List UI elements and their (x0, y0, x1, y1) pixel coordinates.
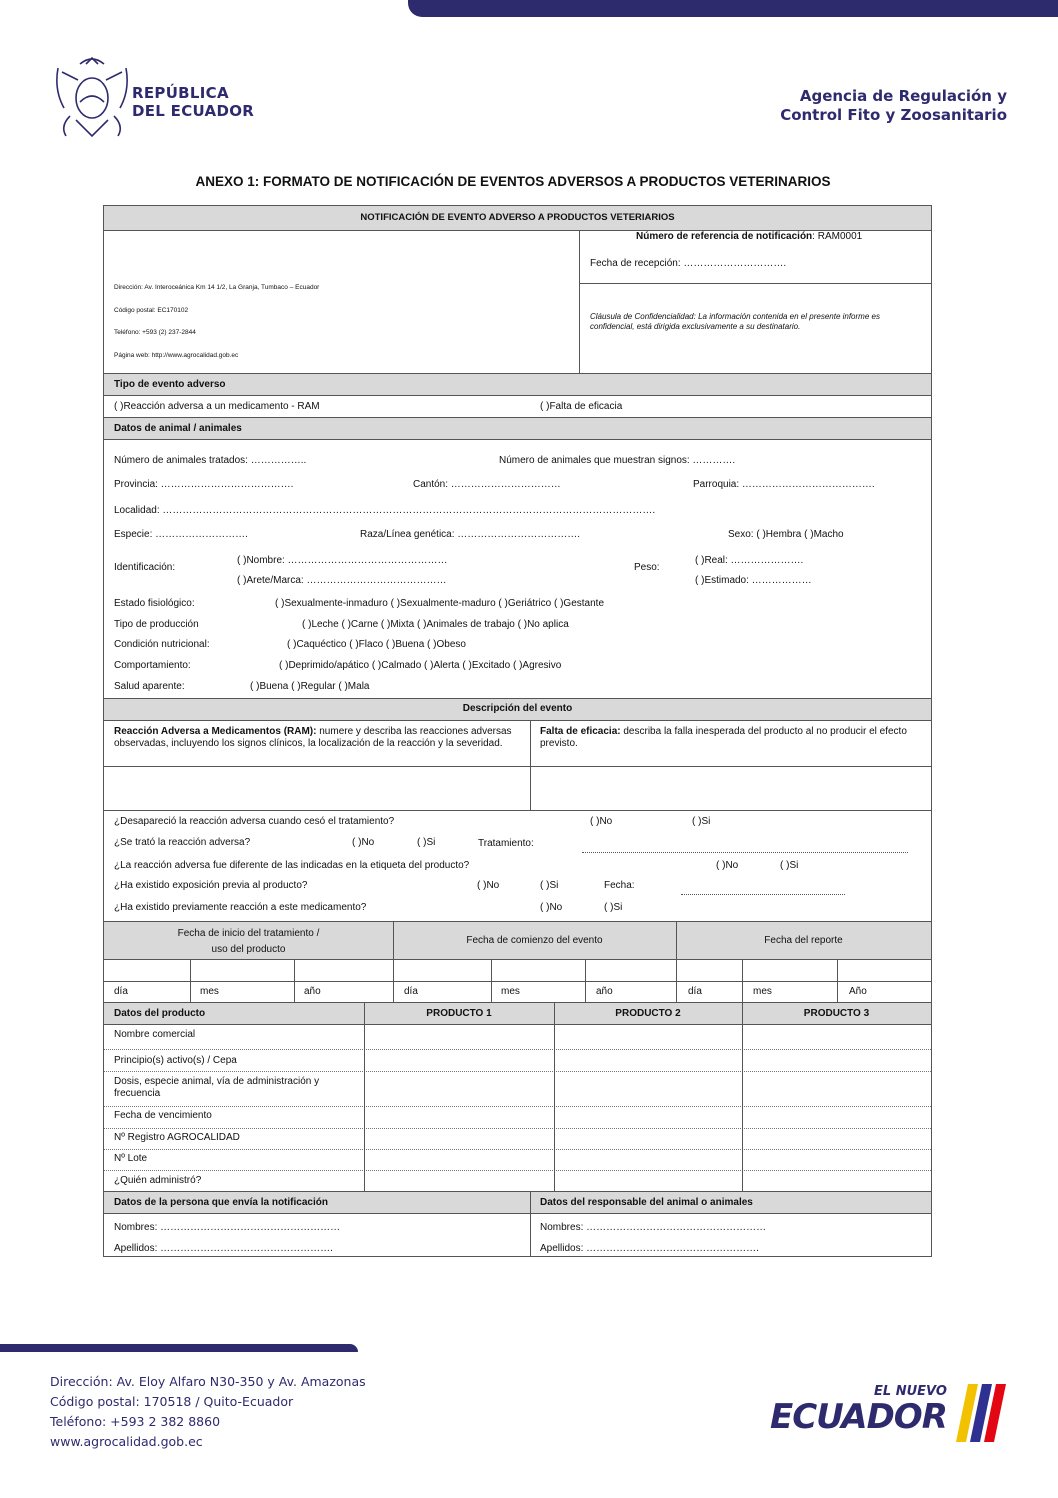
canton-field[interactable]: Cantón: …………………………… (413, 479, 561, 490)
reception-date-field[interactable]: Fecha de recepción: …………………………. (590, 258, 787, 269)
report-date-heading: Fecha del reporte (764, 935, 843, 946)
day-2: día (404, 986, 418, 997)
question-5: ¿Ha existido previamente reacción a este medicamento? (114, 902, 367, 913)
q4-yes[interactable]: ( )Si (540, 880, 559, 891)
sex-field[interactable]: Sexo: ( )Hembra ( )Macho (728, 529, 844, 540)
month-1: mes (200, 986, 219, 997)
row-active-ingredient: Principio(s) activo(s) / Cepa (114, 1055, 237, 1066)
month-3: mes (753, 986, 772, 997)
agency-web: Página web: http://www.agrocalidad.gob.ec (114, 352, 239, 359)
republica-wordmark (132, 84, 254, 120)
weight-estimated-option[interactable]: ( )Estimado: ……………… (695, 575, 812, 586)
agency-line1: Agencia de Regulación y (799, 87, 1007, 105)
behavior-label: Comportamiento: (114, 660, 191, 671)
republica-line1: REPÚBLICA (132, 84, 229, 102)
sender-heading: Datos de la persona que envía la notificación (114, 1197, 328, 1208)
footer-contact (50, 1372, 366, 1452)
row-registry: Nº Registro AGROCALIDAD (114, 1132, 240, 1143)
day-3: día (688, 986, 702, 997)
owner-first-names[interactable]: Nombres: ……………………………………………… (540, 1222, 767, 1233)
parish-field[interactable]: Parroquia: …………………………………. (693, 479, 875, 490)
animals-heading: Datos de animal / animales (114, 423, 242, 434)
nuevo-ecuador-logo (770, 1384, 1010, 1444)
nutrition-options[interactable]: ( )Caquéctico ( )Flaco ( )Buena ( )Obeso (287, 639, 466, 650)
product-2-heading: PRODUCTO 2 (615, 1008, 681, 1019)
footer-web[interactable]: www.agrocalidad.gob.ec (50, 1434, 203, 1449)
q1-no[interactable]: ( )No (590, 816, 613, 827)
physiological-options[interactable]: ( )Sexualmente-inmaduro ( )Sexualmente-maduro ( )Geriátrico ( )Gestante (275, 598, 605, 609)
ram-title: Reacción Adversa a Medicamentos (RAM): (114, 726, 317, 737)
date-line[interactable] (681, 894, 845, 895)
q2-no[interactable]: ( )No (352, 837, 375, 848)
bottom-accent-bar (0, 1344, 358, 1352)
row-dose: Dosis, especie animal, vía de administración y frecuencia (114, 1076, 320, 1099)
year-1: año (304, 986, 321, 997)
physiological-label: Estado fisiológico: (114, 598, 195, 609)
row-lot: Nº Lote (114, 1153, 148, 1164)
q5-no[interactable]: ( )No (540, 902, 563, 913)
efficacy-text: describa la falla inesperada del producto al no producir el efecto previsto. (540, 726, 907, 749)
republica-line2: DEL ECUADOR (132, 102, 255, 120)
ram-text: numere y describa las reacciones adversas observadas, incluyendo los signos clínicos, la localización de la reacción y la severidad. (114, 726, 512, 749)
animals-treated-field[interactable]: Número de animales tratados: …………….. (114, 455, 307, 466)
breed-field[interactable]: Raza/Línea genética: ………………………………. (360, 529, 581, 540)
owner-heading: Datos del responsable del animal o animales (540, 1197, 753, 1208)
production-options[interactable]: ( )Leche ( )Carne ( )Mixta ( )Animales de trabajo ( )No aplica (302, 619, 569, 630)
product-1-heading: PRODUCTO 1 (426, 1008, 492, 1019)
animals-signs-field[interactable]: Número de animales que muestran signos: …………. (499, 455, 736, 466)
q3-yes[interactable]: ( )Si (780, 860, 799, 871)
reference-value: : RAM0001 (812, 231, 863, 242)
question-3: ¿La reacción adversa fue diferente de las indicadas en la etiqueta del producto? (114, 860, 470, 871)
treatment-start-line1: Fecha de inicio del tratamiento / (177, 928, 320, 939)
efficacy-instructions (540, 726, 920, 750)
brand-main-text: ECUADOR (770, 1397, 947, 1437)
agency-line2: Control Fito y Zoosanitario (780, 106, 1007, 124)
date-label: Fecha: (604, 880, 635, 891)
brand-top-text: EL NUEVO (874, 1384, 947, 1399)
treatment-start-line2: uso del producto (211, 944, 286, 955)
q2-yes[interactable]: ( )Si (417, 837, 436, 848)
behavior-options[interactable]: ( )Deprimido/apático ( )Calmado ( )Alerta ( )Excitado ( )Agresivo (279, 660, 562, 671)
sender-first-names[interactable]: Nombres: ……………………………………………… (114, 1222, 341, 1233)
q1-yes[interactable]: ( )Si (692, 816, 711, 827)
q5-yes[interactable]: ( )Si (604, 902, 623, 913)
footer-phone: Teléfono: +593 2 382 8860 (50, 1414, 221, 1429)
ram-instructions (114, 726, 519, 750)
event-type-heading: Tipo de evento adverso (114, 379, 226, 390)
health-options[interactable]: ( )Buena ( )Regular ( )Mala (250, 681, 370, 692)
option-lack-of-efficacy[interactable]: ( )Falta de eficacia (540, 401, 623, 412)
flag-stripes-icon (956, 1384, 1010, 1444)
year-2: año (596, 986, 613, 997)
owner-last-names[interactable]: Apellidos: ……………………………………………. (540, 1243, 759, 1254)
locality-field[interactable]: Localidad: …………………………………………………………………………………………………………………………………. (114, 505, 656, 516)
production-label: Tipo de producción (114, 619, 199, 630)
q3-no[interactable]: ( )No (716, 860, 739, 871)
product-3-heading: PRODUCTO 3 (803, 1008, 870, 1019)
question-4: ¿Ha existido exposición previa al producto? (114, 880, 308, 891)
nutrition-label: Condición nutricional: (114, 639, 210, 650)
row-expiry: Fecha de vencimiento (114, 1110, 212, 1121)
notification-form (103, 205, 932, 1257)
agency-name (780, 87, 1007, 125)
ram-description-area[interactable] (114, 769, 519, 807)
reference-label: Número de referencia de notificación (636, 231, 813, 242)
species-field[interactable]: Especie: ………………………. (114, 529, 248, 540)
name-option[interactable]: ( )Nombre: ………………………………………… (237, 555, 448, 566)
row-commercial-name: Nombre comercial (114, 1029, 196, 1040)
annex-title: ANEXO 1: FORMATO DE NOTIFICACIÓN DE EVENTOS ADVERSOS A PRODUCTOS VETERINARIOS (195, 174, 831, 189)
year-3: Año (849, 986, 867, 997)
question-1: ¿Desapareció la reacción adversa cuando cesó el tratamiento? (114, 816, 395, 827)
agency-phone: Teléfono: +593 (2) 237-2844 (114, 329, 196, 336)
agency-address: Dirección: Av. Interoceánica Km 14 1/2, La Granja, Tumbaco – Ecuador (114, 284, 320, 291)
treatment-label: Tratamiento: (478, 838, 534, 849)
efficacy-title: Falta de eficacia: (540, 726, 621, 737)
option-ram[interactable]: ( )Reacción adversa a un medicamento - RAM (114, 401, 320, 412)
form-title: NOTIFICACIÓN DE EVENTO ADVERSO A PRODUCTOS VETERIARIOS (360, 212, 675, 223)
health-label: Salud aparente: (114, 681, 185, 692)
efficacy-description-area[interactable] (540, 769, 920, 807)
event-start-heading: Fecha de comienzo del evento (466, 935, 603, 946)
reference-number (636, 231, 862, 243)
q4-no[interactable]: ( )No (477, 880, 500, 891)
day-1: día (114, 986, 128, 997)
treatment-line[interactable] (582, 852, 908, 853)
treatment-start-heading (104, 926, 393, 958)
weight-label: Peso: (634, 562, 660, 573)
description-heading: Descripción del evento (462, 703, 573, 714)
weight-real-option[interactable]: ( )Real: …………………. (695, 555, 804, 566)
identification-label: Identificación: (114, 562, 176, 573)
footer-postal: Código postal: 170518 / Quito-Ecuador (50, 1394, 294, 1409)
confidentiality-clause: Cláusula de Confidencialidad: La información contenida en el presente informe es confidencial, está dirigida exclusivamente a su destinatario. (590, 312, 880, 331)
footer-address: Dirección: Av. Eloy Alfaro N30-350 y Av. Amazonas (50, 1374, 366, 1389)
row-administered-by: ¿Quién administró? (114, 1175, 202, 1186)
sender-last-names[interactable]: Apellidos: ……………………………………………. (114, 1243, 333, 1254)
agency-postal: Código postal: EC170102 (114, 307, 189, 314)
event-type-band (104, 373, 931, 395)
top-accent-bar (408, 0, 1058, 17)
tag-option[interactable]: ( )Arete/Marca: …………………………………… (237, 575, 447, 586)
month-2: mes (501, 986, 520, 997)
coat-of-arms-icon (50, 50, 134, 140)
province-field[interactable]: Provincia: …………………………………. (114, 479, 294, 490)
product-heading: Datos del producto (114, 1008, 206, 1019)
question-2: ¿Se trató la reacción adversa? (114, 837, 251, 848)
